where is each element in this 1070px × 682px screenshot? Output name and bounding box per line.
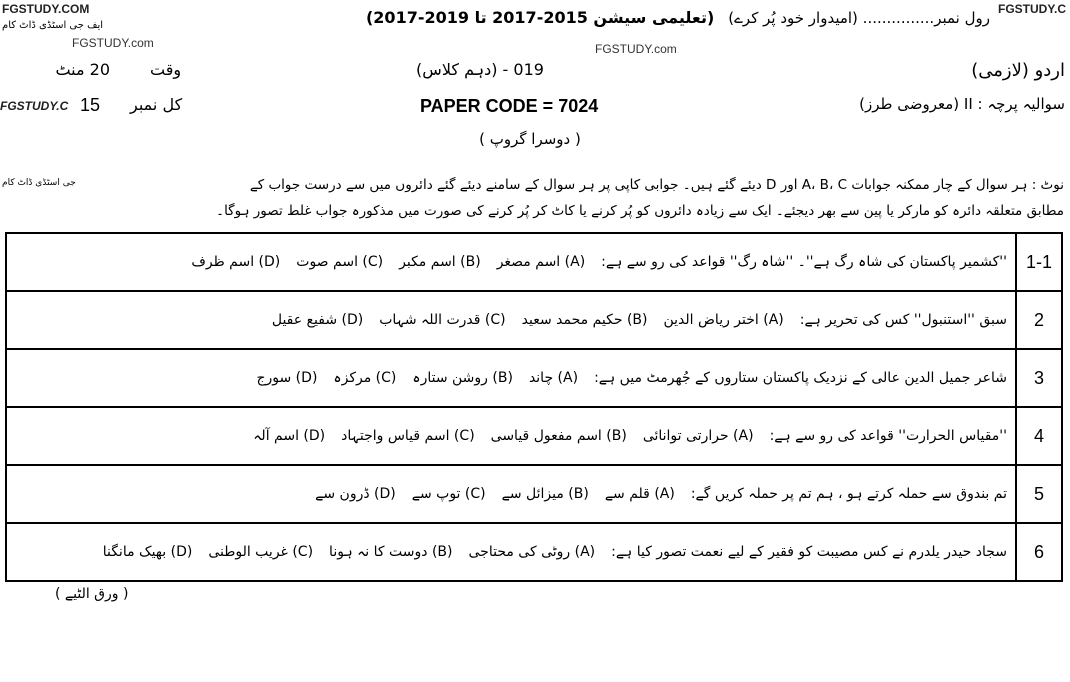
answer-option: (B) روشن ستارہ bbox=[412, 370, 513, 386]
question-cell bbox=[6, 523, 1016, 581]
question-row bbox=[6, 349, 1062, 407]
answer-option: (C) اسم صوت bbox=[296, 254, 384, 270]
questions-table bbox=[5, 232, 1063, 582]
watermark: FGSTUDY.com bbox=[595, 42, 677, 56]
question-row bbox=[6, 523, 1062, 581]
question-cell bbox=[6, 465, 1016, 523]
answer-option: (D) سورج bbox=[256, 370, 318, 386]
question-row bbox=[6, 291, 1062, 349]
note-line-2: مطابق متعلقہ دائرہ کو مارکر یا پین سے بھر دیجئے۔ ایک سے زیادہ دائروں کو پُر کرنے یا کاٹ کر پُر کرنے کی صورت میں مذکورہ جواب غلط تصور ہوگا۔ bbox=[216, 203, 1064, 219]
question-cell bbox=[6, 407, 1016, 465]
answer-option: (B) اسم مکبر bbox=[399, 254, 481, 270]
answer-option: (A) چاند bbox=[528, 370, 579, 386]
question-number: 3 bbox=[1016, 349, 1062, 407]
paper-code: PAPER CODE = 7024 bbox=[420, 96, 599, 116]
session: (تعلیمی سیشن 2015-2017 تا 2019-2017) bbox=[365, 8, 715, 27]
turn-over: ( ورق الٹیے ) bbox=[55, 586, 129, 602]
marks-label: کل نمبر bbox=[130, 95, 183, 114]
watermark: FGSTUDY.C bbox=[0, 99, 69, 113]
time-label: وقت bbox=[150, 60, 182, 79]
question-row bbox=[6, 465, 1062, 523]
note-line-1: نوٹ : ہر سوال کے چار ممکنہ جوابات A، B، C اور D دیئے گئے ہیں۔ جوابی کاپی پر ہر سوال کے سامنے دیئے گئے دائروں میں سے درست جواب کے bbox=[249, 177, 1064, 193]
answer-option: (C) مرکزہ bbox=[333, 370, 397, 386]
paper-label: سوالیہ پرچہ : II (معروضی طرز) bbox=[859, 95, 1065, 113]
question-row bbox=[6, 407, 1062, 465]
question-number: 4 bbox=[1016, 407, 1062, 465]
question-text: شاعر جمیل الدین عالی کے نزدیک پاکستان ستاروں کے جُھرمٹ میں ہے: bbox=[594, 370, 1007, 386]
question-number: 2 bbox=[1016, 291, 1062, 349]
content bbox=[0, 172, 1070, 602]
question-number: 5 bbox=[1016, 465, 1062, 523]
question-row bbox=[6, 233, 1062, 291]
roll-number-line: رول نمبر............... (امیدوار خود پُر کرے) bbox=[728, 8, 990, 27]
question-text: ''مقیاس الحرارت'' قواعد کی رو سے ہے: bbox=[769, 428, 1007, 444]
answer-option: (A) حرارتی توانائی bbox=[642, 428, 754, 444]
question-cell bbox=[6, 291, 1016, 349]
answer-option: (A) روٹی کی محتاجی bbox=[468, 544, 596, 560]
answer-option: (D) اسم آلہ bbox=[253, 428, 326, 444]
answer-option: (D) اسم ظرف bbox=[191, 254, 281, 270]
note bbox=[0, 172, 1070, 224]
answer-option: (D) ڈرون سے bbox=[315, 486, 396, 502]
class: 019 - (دہم کلاس) bbox=[416, 60, 544, 79]
answer-option: (C) اسم قیاس واجتہاد bbox=[341, 428, 475, 444]
question-cell bbox=[6, 233, 1016, 291]
subject: اردو (لازمی) bbox=[971, 60, 1065, 81]
watermark: جی اسٹڈی ڈاٹ کام bbox=[2, 178, 76, 188]
answer-option: (A) اسم مصغر bbox=[496, 254, 586, 270]
time-value: 20 منٹ bbox=[55, 60, 110, 79]
question-number: 1-1 bbox=[1016, 233, 1062, 291]
answer-option: (B) حکیم محمد سعید bbox=[521, 312, 648, 328]
question-text: تم بندوق سے حملہ کرتے ہو ، ہم تم پر حملہ کریں گے: bbox=[690, 486, 1007, 502]
answer-option: (B) دوست کا نہ ہونا bbox=[329, 544, 453, 560]
answer-option: (B) میزائل سے bbox=[501, 486, 589, 502]
answer-option: (A) اختر ریاض الدین bbox=[663, 312, 784, 328]
question-text: ''کشمیر پاکستان کی شاہ رگ ہے''۔ ''شاہ رگ'' قواعد کی رو سے ہے: bbox=[601, 254, 1007, 270]
question-number: 6 bbox=[1016, 523, 1062, 581]
watermark: FGSTUDY.com bbox=[72, 36, 154, 50]
answer-option: (B) اسم مفعول قیاسی bbox=[490, 428, 627, 444]
answer-option: (A) قلم سے bbox=[604, 486, 675, 502]
answer-option: (C) توپ سے bbox=[411, 486, 486, 502]
question-text: سبق ''استنبول'' کس کی تحریر ہے: bbox=[799, 312, 1007, 328]
question-text: سجاد حیدر یلدرم نے کس مصیبت کو فقیر کے لیے نعمت تصور کیا ہے: bbox=[611, 544, 1007, 560]
header-line bbox=[150, 8, 990, 27]
answer-option: (C) قدرت اللہ شہاب bbox=[379, 312, 506, 328]
watermark: FGSTUDY.C bbox=[997, 2, 1066, 16]
watermark: FGSTUDY.COM bbox=[2, 2, 90, 16]
group: ( دوسرا گروپ ) bbox=[479, 130, 581, 148]
watermark: ایف جی اسٹڈی ڈاٹ کام bbox=[2, 20, 104, 31]
answer-option: (C) غریب الوطنی bbox=[208, 544, 314, 560]
question-cell bbox=[6, 349, 1016, 407]
answer-option: (D) شفیع عقیل bbox=[271, 312, 364, 328]
marks-value: 15 bbox=[80, 95, 101, 115]
answer-option: (D) بھیک مانگنا bbox=[102, 544, 193, 560]
